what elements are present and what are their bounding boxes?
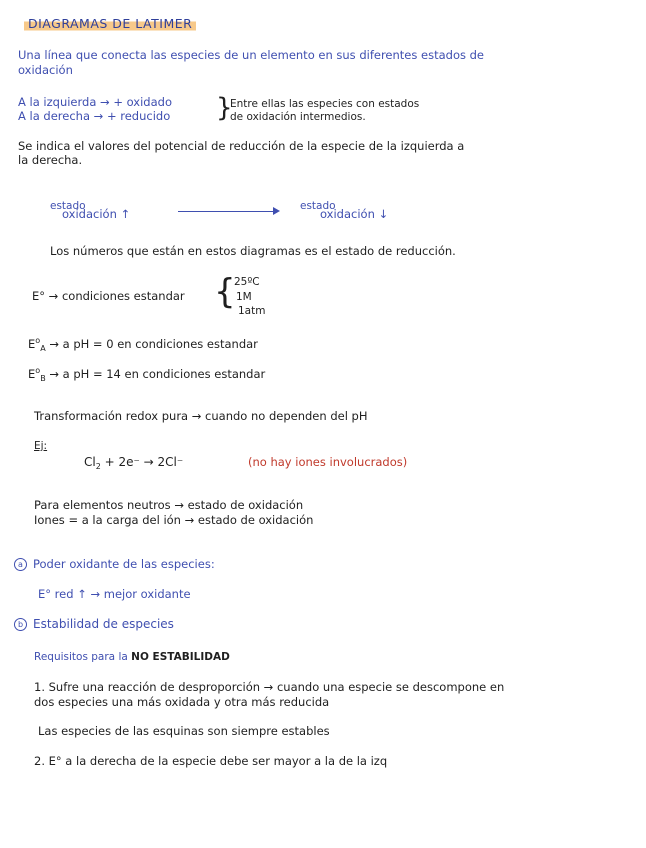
req1-line-2: dos especies una más oxidada y otra más reducida xyxy=(34,695,330,709)
arrow-right-icon xyxy=(273,207,280,215)
ea-sub: A xyxy=(40,344,46,353)
ion-line: Iones = a la carga del ión → estado de oxidación xyxy=(34,513,314,527)
brace-icon: } xyxy=(216,93,233,123)
circle-a-icon: a xyxy=(14,558,27,571)
left-brace-icon: { xyxy=(214,272,236,312)
req2-line: 2. E° a la derecha de la especie debe ser mayor a la de la izq xyxy=(34,754,388,768)
reaction-cl-sub: 2 xyxy=(95,462,101,471)
condition-pressure: 1atm xyxy=(238,305,266,317)
between-note-2: de oxidación intermedios. xyxy=(230,111,366,123)
requirements-text: Requisitos para la xyxy=(34,651,128,663)
page-title: DIAGRAMAS DE LATIMER xyxy=(24,16,196,32)
between-note-1: Entre ellas las especies con estados xyxy=(230,98,420,110)
requirements-bold: NO ESTABILIDAD xyxy=(131,651,230,663)
example-reaction xyxy=(84,455,183,474)
ea-line xyxy=(28,334,258,356)
example-label: Ej: xyxy=(34,440,48,452)
eb-text: → a pH = 14 en condiciones estandar xyxy=(49,367,266,381)
example-note: (no hay iones involucrados) xyxy=(248,455,408,469)
section-b-heading xyxy=(14,617,174,631)
left-oxidized-line: A la izquierda → + oxidado xyxy=(18,95,172,109)
axis-right-bottom: oxidación ↓ xyxy=(320,207,389,221)
reaction-cl: Cl xyxy=(84,455,96,469)
section-a-heading xyxy=(14,557,215,571)
section-a-title: Poder oxidante de las especies: xyxy=(33,557,215,571)
eb-sub: B xyxy=(40,374,46,383)
intro-line-2: oxidación xyxy=(18,63,73,77)
neutral-line: Para elementos neutros → estado de oxidación xyxy=(34,498,304,512)
standard-label: E° → condiciones estandar xyxy=(32,289,185,303)
ea-text: → a pH = 0 en condiciones estandar xyxy=(49,337,258,351)
ea-sup: o xyxy=(35,336,41,345)
axis-left-bottom: oxidación ↑ xyxy=(62,207,131,221)
eb-symbol: E xyxy=(28,367,36,381)
axis-arrow-line xyxy=(178,211,274,212)
section-b-title: Estabilidad de especies xyxy=(33,617,174,631)
right-reduced-line: A la derecha → + reducido xyxy=(18,109,171,123)
numbers-note: Los números que están en estos diagramas es el estado de reducción. xyxy=(50,244,456,258)
condition-molarity: 1M xyxy=(236,291,252,303)
axis-right-top: estado xyxy=(300,200,336,212)
eb-line xyxy=(28,364,265,386)
potential-text-2: la derecha. xyxy=(18,153,83,167)
potential-text-1: Se indica el valores del potencial de reducción de la especie de la izquierda a xyxy=(18,139,465,153)
condition-temperature: 25ºC xyxy=(234,276,260,288)
requirements-line xyxy=(34,650,230,664)
req1-line-1: 1. Sufre una reacción de desproporción → cuando una especie se descompone en xyxy=(34,680,505,694)
axis-left-top: estado xyxy=(50,200,86,212)
eb-sup: o xyxy=(35,366,41,375)
circle-b-icon: b xyxy=(14,618,27,631)
ea-symbol: E xyxy=(28,337,36,351)
section-a-detail: E° red ↑ → mejor oxidante xyxy=(38,587,191,601)
intro-line-1: Una línea que conecta las especies de un elemento en sus diferentes estados de xyxy=(18,48,485,62)
corners-note: Las especies de las esquinas son siempre estables xyxy=(38,724,330,738)
reaction-rest: + 2e⁻ → 2Cl⁻ xyxy=(100,455,184,469)
redox-note: Transformación redox pura → cuando no dependen del pH xyxy=(34,409,368,423)
